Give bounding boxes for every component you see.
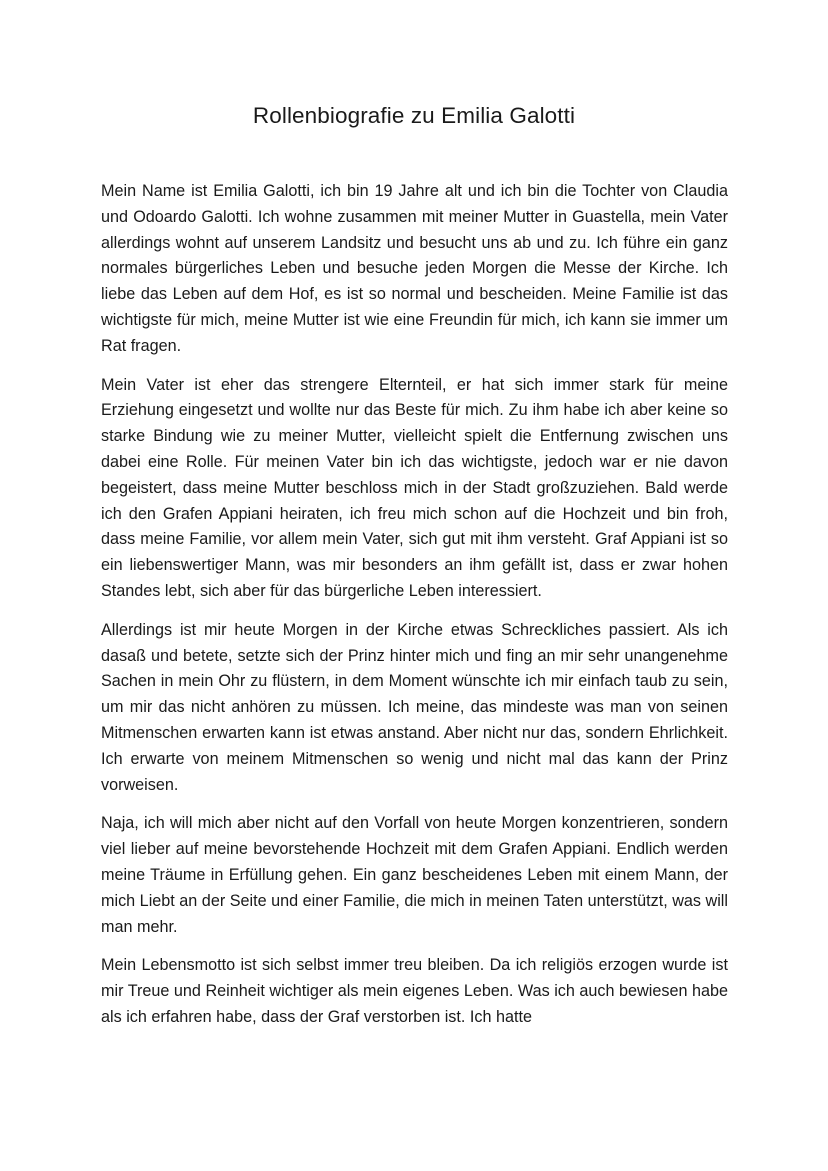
paragraph-father: Mein Vater ist eher das strengere Elternteil, er hat sich immer stark für meine Erziehung eingesetzt und wollte nur das Beste für mich. Zu ihm habe ich aber keine so starke Bindung wie zu meiner Mutter, vielleicht spielt die Entfernung zwischen uns dabei eine Rolle. Für meinen Vater bin ich das wichtigste, jedoch war er nie davon begeistert, dass meine Mutter beschloss mich in der Stadt großzuziehen. Bald werde ich den Grafen Appiani heiraten, ich freu mich schon auf die Hochzeit und bin froh, dass meine Familie, vor allem mein Vater, sich gut mit ihm versteht. Graf Appiani ist so ein liebenswertiger Mann, was mir besonders an ihm gefällt ist, dass er zwar hohen Standes lebt, sich aber für das bürgerliche Leben interessiert. xyxy=(101,375,728,600)
paragraph-introduction: Mein Name ist Emilia Galotti, ich bin 19 Jahre alt und ich bin die Tochter von Claudia und Odoardo Galotti. Ich wohne zusammen mit meiner Mutter in Guastella, mein Vater allerdings wohnt auf unserem Landsitz und besucht uns ab und zu. Ich führe ein ganz normales bürgerliches Leben und besuche jeden Morgen die Messe der Kirche. Ich liebe das Leben auf dem Hof, es ist so normal und bescheiden. Meine Familie ist das wichtigste für mich, meine Mutter ist wie eine Freundin für mich, ich kann sie immer um Rat fragen. xyxy=(101,182,728,355)
document-title: Rollenbiografie zu Emilia Galotti xyxy=(252,103,576,128)
paragraph-wedding: Naja, ich will mich aber nicht auf den Vorfall von heute Morgen konzentrieren, sondern viel lieber auf meine bevorstehende Hochzeit mit dem Grafen Appiani. Endlich werden meine Träume in Erfüllung gehen. Ein ganz bescheidenes Leben mit einem Mann, der mich Liebt an der Seite und einer Familie, die mich in meinen Taten unterstützt, was will man mehr. xyxy=(101,814,728,936)
document-body xyxy=(101,179,728,1031)
paragraph-church-incident: Allerdings ist mir heute Morgen in der Kirche etwas Schreckliches passiert. Als ich dasaß und betete, setzte sich der Prinz hinter mich und fing an mir sehr unangenehme Sachen in mein Ohr zu flüstern, in dem Moment wünschte ich mir einfach taub zu sein, um mir das nicht anhören zu müssen. Ich meine, das mindeste was man von seinen Mitmenschen erwarten kann ist etwas anstand. Aber nicht nur das, sondern Ehrlichkeit. Ich erwarte von meinem Mitmenschen so wenig und nicht mal das kann der Prinz vorweisen. xyxy=(101,620,728,794)
paragraph-life-motto: Mein Lebensmotto ist sich selbst immer treu bleiben. Da ich religiös erzogen wurde ist mir Treue und Reinheit wichtiger als mein eigenes Leben. Was ich auch bewiesen habe als ich erfahren habe, dass der Graf verstorben ist. Ich hatte xyxy=(101,956,728,1026)
